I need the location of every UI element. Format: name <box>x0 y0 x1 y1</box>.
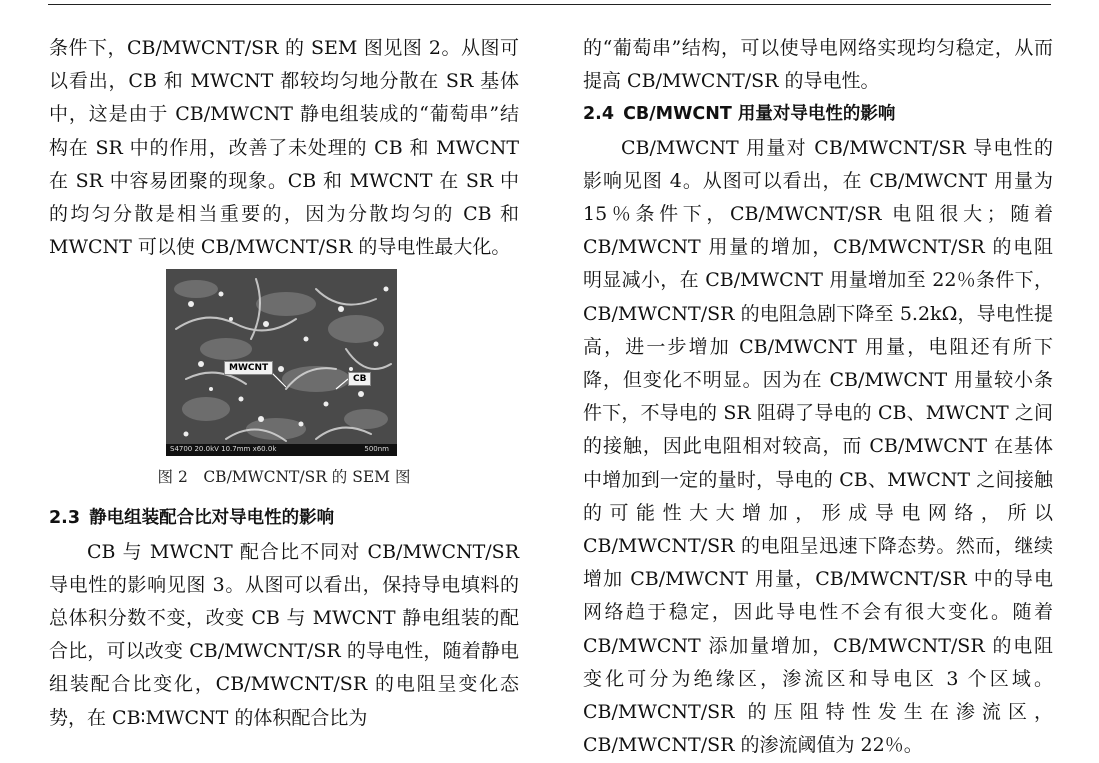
sem-micrograph <box>166 269 397 456</box>
section-heading-2-3 <box>49 502 519 535</box>
figure-caption: 图 2 CB/MWCNT/SR 的 SEM 图 <box>157 468 411 487</box>
section-number: 2.4 <box>583 104 615 125</box>
body-paragraph: 条件下，CB/MWCNT/SR 的 SEM 图见图 2。从图可以看出，CB 和 MWCNT 都较均匀地分散在 SR 基体中，这是由于 CB/MWCNT 静电组装成的“葡萄串”结构在 SR 中的作用，改善了未处理的 CB 和 MWCNT 在 SR 中容易团聚的现象。CB 和 MWCNT 在 SR 中的均匀分散是相当重要的，因为分散均匀的 CB 和 MWCNT 可以使 CB/MWCNT/SR 的导电性最大化。 <box>49 37 519 259</box>
section-title: 静电组装配合比对导电性的影响 <box>89 508 335 529</box>
section-heading-2-4 <box>583 98 1053 131</box>
body-paragraph: CB 与 MWCNT 配合比不同对 CB/MWCNT/SR 导电性的影响见图 3。从图可以看出，保持导电填料的总体积分数不变，改变 CB 与 MWCNT 静电组装的配合比，可以改变 CB/MWCNT/SR 的导电性，随着静电组装配合比变化，CB/MWCNT/SR 的电阻呈变化态势，在 CB∶MWCNT 的体积配合比为 <box>49 540 519 729</box>
body-paragraph: CB/MWCNT 用量对 CB/MWCNT/SR 导电性的影响见图 4。从图可以看出，在 CB/MWCNT 用量为 15％条件下，CB/MWCNT/SR 电阻很大；随着 CB/MWCNT 用量的增加，CB/MWCNT/SR 的电阻明显减小，在 CB/MWCNT 用量增加至 22％条件下，CB/MWCNT/SR 的电阻急剧下降至 5.2kΩ，导电性提高，进一步增加 CB/MWCNT 用量，电阻还有所下降，但变化不明显。因为在 CB/MWCNT 用量较小条件下，不导电的 SR 阻碍了导电的 CB、MWCNT 之间的接触，因此电阻相对较高，而 CB/MWCNT 在基体中增加到一定的量时，导电的 CB、MWCNT 之间接触的可能性大大增加，形成导电网络，所以 CB/MWCNT/SR 的电阻呈迅速下降态势。然而，继续增加 CB/MWCNT 用量，CB/MWCNT/SR 中的导电网络趋于稳定，因此导电性不会有很大变化。随着 CB/MWCNT 添加量增加，CB/MWCNT/SR 的电阻变化可分为绝缘区，渗流区和导电区 3 个区域。CB/MWCNT/SR 的压阻特性发生在渗流区，CB/MWCNT/SR 的渗流阈值为 22％。 <box>583 136 1053 757</box>
body-paragraph: 的“葡萄串”结构，可以使导电网络实现均匀稳定，从而提高 CB/MWCNT/SR 的导电性。 <box>583 37 1053 93</box>
section-title: CB/MWCNT 用量对导电性的影响 <box>623 104 896 125</box>
section-number: 2.3 <box>49 508 81 529</box>
left-column <box>49 32 519 735</box>
mwcnt-label: MWCNT <box>224 361 273 375</box>
sem-parameters: S4700 20.0kV 10.7mm x60.0k <box>170 445 277 454</box>
header-rule <box>48 4 1051 5</box>
cb-label: CB <box>348 372 371 386</box>
scale-bar-label: 500nm <box>364 445 389 454</box>
sem-figure <box>166 269 397 456</box>
right-column <box>583 32 1053 762</box>
sem-info-bar <box>166 444 397 456</box>
